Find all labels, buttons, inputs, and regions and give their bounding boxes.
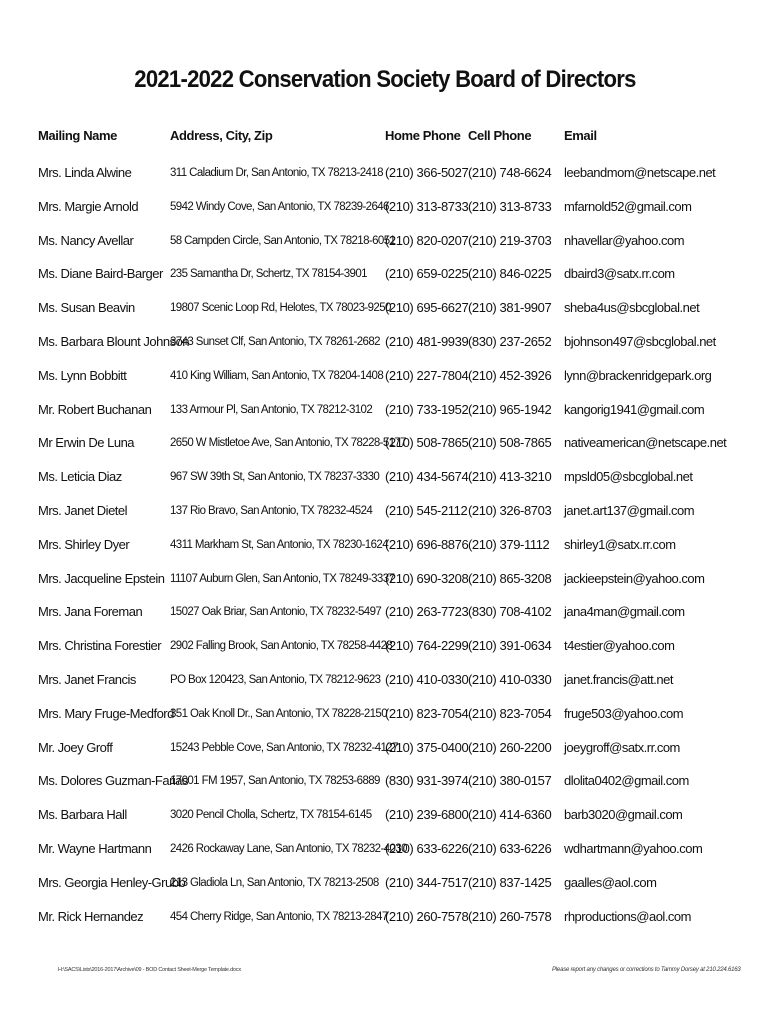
cell-cell-phone: (830) 708-4102 <box>468 604 552 620</box>
cell-address: 133 Armour Pl, San Antonio, TX 78212-3102 <box>170 403 373 416</box>
cell-mailing-name: Ms. Leticia Diaz <box>38 469 122 485</box>
table-row <box>0 298 770 318</box>
cell-mailing-name: Mr. Joey Groff <box>38 739 113 755</box>
cell-address: 351 Oak Knoll Dr., San Antonio, TX 78228-2150 <box>170 707 388 720</box>
cell-home-phone: (210) 633-6226 <box>385 841 469 856</box>
table-row <box>0 433 770 453</box>
cell-address: 17001 FM 1957, San Antonio, TX 78253-6889 <box>170 775 380 788</box>
cell-address: 213 Gladiola Ln, San Antonio, TX 78213-2508 <box>170 876 379 889</box>
cell-cell-phone: (210) 410-0330 <box>468 672 552 687</box>
cell-cell-phone: (210) 413-3210 <box>468 469 552 485</box>
table-row <box>0 839 770 859</box>
table-row <box>0 535 770 555</box>
cell-home-phone: (210) 239-6800 <box>385 807 469 823</box>
table-row <box>0 771 770 791</box>
cell-address: 454 Cherry Ridge, San Antonio, TX 78213-2847 <box>170 910 388 923</box>
table-row <box>0 400 770 420</box>
cell-cell-phone: (210) 452-3926 <box>468 367 552 383</box>
cell-email: mfarnold52@gmail.com <box>564 198 692 214</box>
cell-mailing-name: Mrs. Georgia Henley-Grubb <box>38 874 186 890</box>
cell-mailing-name: Ms. Susan Beavin <box>38 300 135 316</box>
cell-cell-phone: (210) 414-6360 <box>468 807 552 823</box>
header-email: Email <box>564 128 597 143</box>
cell-home-phone: (210) 508-7865 <box>385 435 469 451</box>
cell-address: 311 Caladium Dr, San Antonio, TX 78213-2418 <box>170 167 383 179</box>
cell-address: 15243 Pebble Cove, San Antonio, TX 78232-4127 <box>170 741 398 754</box>
cell-home-phone: (830) 931-3974 <box>385 773 469 789</box>
cell-cell-phone: (210) 965-1942 <box>468 401 552 417</box>
cell-address: 2650 W Mistletoe Ave, San Antonio, TX 78228-5177 <box>170 437 407 450</box>
cell-email: mpsld05@sbcglobal.net <box>564 469 693 485</box>
cell-mailing-name: Mr Erwin De Luna <box>38 435 135 451</box>
cell-email: gaalles@aol.com <box>564 874 657 890</box>
cell-cell-phone: (210) 379-1112 <box>468 536 550 552</box>
cell-email: rhproductions@aol.com <box>564 908 691 924</box>
cell-email: fruge503@yahoo.com <box>564 705 684 721</box>
cell-cell-phone: (210) 391-0634 <box>468 638 552 654</box>
table-row <box>0 873 770 893</box>
cell-mailing-name: Mr. Wayne Hartmann <box>38 841 152 856</box>
header-mailing-name: Mailing Name <box>38 128 117 143</box>
page-title: 2021-2022 Conservation Society Board of Directors <box>134 66 636 93</box>
cell-cell-phone: (210) 748-6624 <box>468 165 552 180</box>
cell-address: 137 Rio Bravo, San Antonio, TX 78232-4524 <box>170 505 373 517</box>
cell-cell-phone: (210) 313-8733 <box>468 198 552 214</box>
cell-address: 2902 Falling Brook, San Antonio, TX 78258-4428 <box>170 640 393 653</box>
cell-home-phone: (210) 481-9939 <box>385 334 469 349</box>
cell-mailing-name: Ms. Barbara Hall <box>38 807 127 823</box>
cell-home-phone: (210) 733-1952 <box>385 401 469 417</box>
cell-address: 19807 Scenic Loop Rd, Helotes, TX 78023-9250 <box>170 302 391 315</box>
cell-cell-phone: (210) 837-1425 <box>468 874 552 890</box>
cell-cell-phone: (210) 381-9907 <box>468 300 552 316</box>
table-row <box>0 332 770 352</box>
table-row <box>0 907 770 927</box>
cell-mailing-name: Ms. Dolores Guzman-Farias <box>38 773 189 789</box>
cell-address: 2426 Rockaway Lane, San Antonio, TX 78232-4030 <box>170 843 407 855</box>
cell-home-phone: (210) 659-0225 <box>385 266 469 282</box>
cell-home-phone: (210) 764-2299 <box>385 638 469 654</box>
cell-home-phone: (210) 260-7578 <box>385 908 469 924</box>
table-row <box>0 569 770 589</box>
table-row <box>0 602 770 622</box>
cell-home-phone: (210) 344-7517 <box>385 874 469 890</box>
cell-home-phone: (210) 545-2112 <box>385 503 468 518</box>
cell-mailing-name: Ms. Nancy Avellar <box>38 232 134 248</box>
cell-email: joeygroff@satx.rr.com <box>564 739 680 755</box>
cell-email: lynn@brackenridgepark.org <box>564 367 712 383</box>
cell-email: leebandmom@netscape.net <box>564 165 716 180</box>
cell-email: janet.art137@gmail.com <box>564 503 695 518</box>
cell-cell-phone: (210) 633-6226 <box>468 841 552 856</box>
cell-mailing-name: Mrs. Christina Forestier <box>38 638 162 654</box>
table-row <box>0 366 770 386</box>
cell-home-phone: (210) 823-7054 <box>385 705 469 721</box>
cell-mailing-name: Mrs. Jacqueline Epstein <box>38 570 165 586</box>
cell-email: shirley1@satx.rr.com <box>564 536 676 552</box>
table-row <box>0 163 770 183</box>
cell-email: dbaird3@satx.rr.com <box>564 266 675 282</box>
cell-mailing-name: Mrs. Janet Francis <box>38 672 136 687</box>
table-row <box>0 636 770 656</box>
cell-mailing-name: Mrs. Jana Foreman <box>38 604 143 620</box>
cell-email: wdhartmann@yahoo.com <box>564 841 703 856</box>
cell-mailing-name: Mrs. Shirley Dyer <box>38 536 130 552</box>
cell-home-phone: (210) 366-5027 <box>385 165 469 180</box>
cell-home-phone: (210) 313-8733 <box>385 198 469 214</box>
cell-email: bjohnson497@sbcglobal.net <box>564 334 716 349</box>
cell-email: janet.francis@att.net <box>564 672 673 687</box>
table-row <box>0 231 770 251</box>
header-address: Address, City, Zip <box>170 128 273 143</box>
cell-home-phone: (210) 690-3208 <box>385 570 469 586</box>
cell-address: PO Box 120423, San Antonio, TX 78212-9623 <box>170 674 381 686</box>
cell-address: 410 King William, San Antonio, TX 78204-1408 <box>170 369 384 382</box>
cell-address: 967 SW 39th St, San Antonio, TX 78237-3330 <box>170 471 380 484</box>
table-row <box>0 704 770 724</box>
cell-cell-phone: (210) 219-3703 <box>468 232 552 248</box>
table-header <box>0 126 770 146</box>
cell-email: barb3020@gmail.com <box>564 807 683 823</box>
table-row <box>0 805 770 825</box>
cell-email: t4estier@yahoo.com <box>564 638 675 654</box>
table-row <box>0 197 770 217</box>
cell-email: sheba4us@sbcglobal.net <box>564 300 700 316</box>
cell-address: 4311 Markham St, San Antonio, TX 78230-1624 <box>170 538 388 551</box>
cell-cell-phone: (210) 508-7865 <box>468 435 552 451</box>
cell-mailing-name: Ms. Lynn Bobbitt <box>38 367 127 383</box>
table-row <box>0 264 770 284</box>
cell-cell-phone: (210) 260-7578 <box>468 908 552 924</box>
cell-cell-phone: (210) 823-7054 <box>468 705 552 721</box>
cell-mailing-name: Mrs. Linda Alwine <box>38 165 132 180</box>
cell-home-phone: (210) 375-0400 <box>385 739 469 755</box>
cell-mailing-name: Mr. Robert Buchanan <box>38 401 152 417</box>
cell-address: 3020 Pencil Cholla, Schertz, TX 78154-6145 <box>170 809 372 822</box>
cell-mailing-name: Mr. Rick Hernandez <box>38 908 144 924</box>
cell-address: 15027 Oak Briar, San Antonio, TX 78232-5497 <box>170 606 382 619</box>
cell-mailing-name: Mrs. Margie Arnold <box>38 198 139 214</box>
cell-cell-phone: (210) 326-8703 <box>468 503 552 518</box>
cell-email: jana4man@gmail.com <box>564 604 685 620</box>
cell-address: 5942 Windy Cove, San Antonio, TX 78239-2646 <box>170 200 389 213</box>
cell-mailing-name: Mrs. Janet Dietel <box>38 503 128 518</box>
cell-cell-phone: (830) 237-2652 <box>468 334 552 349</box>
table-row <box>0 670 770 690</box>
table-row <box>0 467 770 487</box>
cell-cell-phone: (210) 865-3208 <box>468 570 552 586</box>
cell-home-phone: (210) 263-7723 <box>385 604 469 620</box>
cell-mailing-name: Ms. Diane Baird-Barger <box>38 266 163 282</box>
footer-file-path: H:\SACS\Lists\2016-2017\Archive\09 - BOD Contact Sheet-Merge Template.docx <box>58 967 241 973</box>
cell-home-phone: (210) 820-0207 <box>385 232 469 248</box>
cell-home-phone: (210) 434-5674 <box>385 469 469 485</box>
table-row <box>0 501 770 521</box>
cell-email: jackieepstein@yahoo.com <box>564 570 705 586</box>
cell-cell-phone: (210) 260-2200 <box>468 739 552 755</box>
cell-home-phone: (210) 227-7804 <box>385 367 469 383</box>
cell-address: 3743 Sunset Clf, San Antonio, TX 78261-2682 <box>170 336 380 348</box>
cell-home-phone: (210) 696-8876 <box>385 536 469 552</box>
footer-note: Please report any changes or corrections to Tammy Dorsey at 210.224.6163 <box>552 967 741 973</box>
cell-home-phone: (210) 695-6627 <box>385 300 469 316</box>
cell-address: 235 Samantha Dr, Schertz, TX 78154-3901 <box>170 268 367 281</box>
cell-mailing-name: Mrs. Mary Fruge-Medford <box>38 705 174 721</box>
cell-cell-phone: (210) 846-0225 <box>468 266 552 282</box>
header-home-phone: Home Phone <box>385 128 461 143</box>
cell-email: dlolita0402@gmail.com <box>564 773 689 789</box>
cell-email: nativeamerican@netscape.net <box>564 435 727 451</box>
cell-address: 11107 Auburn Glen, San Antonio, TX 78249-3337 <box>170 572 395 585</box>
cell-email: nhavellar@yahoo.com <box>564 232 685 248</box>
cell-mailing-name: Ms. Barbara Blount Johnson <box>38 334 190 349</box>
cell-cell-phone: (210) 380-0157 <box>468 773 552 789</box>
cell-address: 58 Campden Circle, San Antonio, TX 78218-6051 <box>170 234 396 247</box>
header-cell-phone: Cell Phone <box>468 128 532 143</box>
table-row <box>0 738 770 758</box>
cell-home-phone: (210) 410-0330 <box>385 672 469 687</box>
cell-email: kangorig1941@gmail.com <box>564 401 705 417</box>
